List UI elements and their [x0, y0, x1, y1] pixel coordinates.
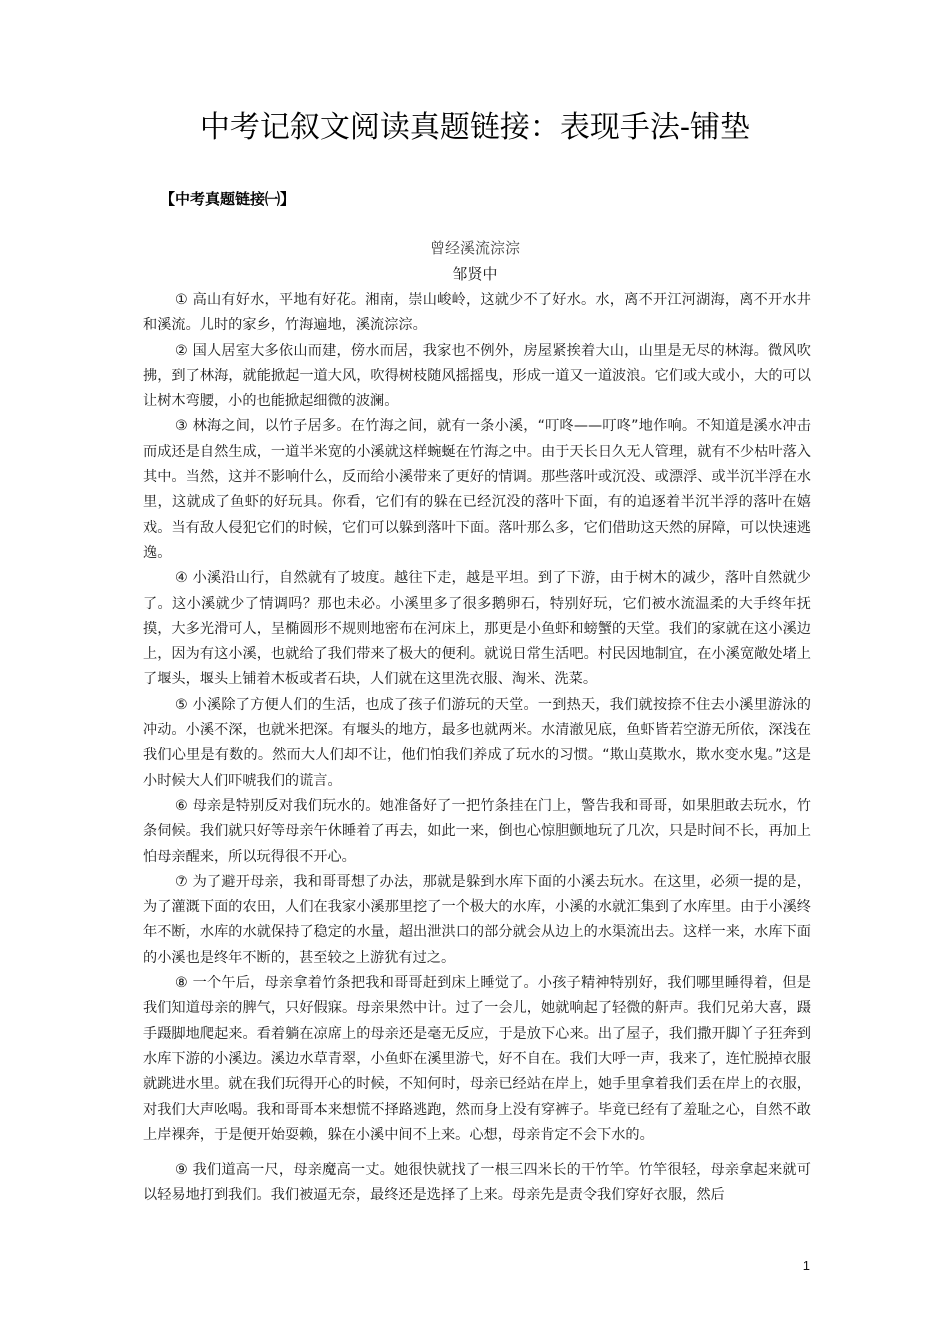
article-body	[143, 288, 811, 1209]
paragraph-7: ⑦ 为了避开母亲，我和哥哥想了办法，那就是躲到水库下面的小溪去玩水。在这里，必须一提的是，为了灌溉下面的农田，人们在我家小溪那里挖了一个极大的水库，小溪的水就汇集到了水库里。由于小溪终年不断，水库的水就保持了稳定的水量，超出泄洪口的部分就会从边上的水渠流出去。这样一来，水库下面的小溪也是终年不断的，甚至较之上游犹有过之。	[143, 873, 811, 966]
article-author: 邹贤中	[452, 265, 498, 283]
section-label: 【中考真题链接㈠】	[160, 190, 296, 208]
paragraph-9: ⑨ 我们道高一尺，母亲魔高一丈。她很快就找了一根三四米长的干竹竿。竹竿很轻，母亲拿起来就可以轻易地打到我们。我们被逼无奈，最终还是选择了上来。母亲先是责令我们穿好衣服，然后	[143, 1162, 811, 1204]
paragraph-2: ② 国人居室大多依山而建，傍水而居，我家也不例外，房屋紧挨着大山，山里是无尽的林海。微风吹拂，到了林海，就能掀起一道大风，吹得树枝随风摇摇曳，形成一道又一道波浪。它们或大或小，大的可以让树木弯腰，小的也能掀起细微的波澜。	[143, 342, 811, 410]
page-number: 1	[802, 1258, 810, 1273]
paragraph-5: ⑤ 小溪除了方便人们的生活，也成了孩子们游玩的天堂。一到热天，我们就按捺不住去小溪里游泳的冲动。小溪不深，也就米把深。有堰头的地方，最多也就两米。水清澈见底，鱼虾皆若空游无所依，深浅在我们心里是有数的。然而大人们却不让，他们怕我们养成了玩水的习惯。“欺山莫欺水，欺水变水鬼。”这是小时候大人们吓唬我们的谎言。	[143, 696, 811, 789]
paragraph-8: ⑧ 一个午后，母亲拿着竹条把我和哥哥赶到床上睡觉了。小孩子精神特别好，我们哪里睡得着，但是我们知道母亲的脾气，只好假寐。母亲果然中计。过了一会儿，她就响起了轻微的鼾声。我们兄弟大喜，蹑手蹑脚地爬起来。看着躺在凉席上的母亲还是毫无反应，于是放下心来。出了屋子，我们撒开脚丫子狂奔到水库下游的小溪边。溪边水草青翠，小鱼虾在溪里游弋，好不自在。我们大呼一声，我来了，连忙脱掉衣服就跳进水里。就在我们玩得开心的时候，不知何时，母亲已经站在岸上，她手里拿着我们丢在岸上的衣服，对我们大声吆喝。我和哥哥本来想慌不择路逃跑，然而身上没有穿裤子。毕竟已经有了羞耻之心，自然不敢上岸裸奔，于是便开始耍赖，躲在小溪中间不上来。心想，母亲肯定不会下水的。	[143, 975, 811, 1143]
article-title: 曾经溪流淙淙	[429, 239, 520, 257]
paragraph-3: ③ 林海之间，以竹子居多。在竹海之间，就有一条小溪，“叮咚——叮咚”地作响。不知道是溪水冲击而成还是自然生成，一道半米宽的小溪就这样蜿蜒在竹海之中。由于天长日久无人管理，就有不少枯叶落入其中。当然，这并不影响什么，反而给小溪带来了更好的情调。那些落叶或沉没、或漂浮、或半沉半浮在水里，这就成了鱼虾的好玩具。你看，它们有的躲在已经沉没的落叶下面，有的追逐着半沉半浮的落叶在嬉戏。当有敌人侵犯它们的时候，它们可以躲到落叶下面。落叶那么多，它们借助这天然的屏障，可以快速逃逸。	[143, 418, 811, 561]
paragraph-6: ⑥ 母亲是特别反对我们玩水的。她准备好了一把竹条挂在门上，警告我和哥哥，如果胆敢去玩水，竹条伺候。我们就只好等母亲午休睡着了再去，如此一来，倒也心惊胆颤地玩了几次，只是时间不长，再加上怕母亲醒来，所以玩得很不开心。	[143, 797, 811, 865]
paragraph-1: ① 高山有好水，平地有好花。湘南，崇山峻岭，这就少不了好水。水，离不开江河湖海，离不开水井和溪流。儿时的家乡，竹海遍地，溪流淙淙。	[143, 292, 811, 334]
paragraph-4: ④ 小溪沿山行，自然就有了坡度。越往下走，越是平坦。到了下游，由于树木的减少，落叶自然就少了。这小溪就少了情调吗？那也未必。小溪里多了很多鹅卵石，特别好玩，它们被水流温柔的大手终年抚摸，大多光滑可人，呈椭圆形不规则地密布在河床上，那更是小鱼虾和螃蟹的天堂。我们的家就在这小溪边上，因为有这小溪，也就给了我们带来了极大的便利。就说日常生活吧。村民因地制宜，在小溪宽敞处堵上了堰头，堰头上铺着木板或者石块，人们就在这里洗衣服、淘米、洗菜。	[143, 570, 811, 688]
document-title: 中考记叙文阅读真题链接：表现手法-铺垫	[199, 110, 751, 145]
